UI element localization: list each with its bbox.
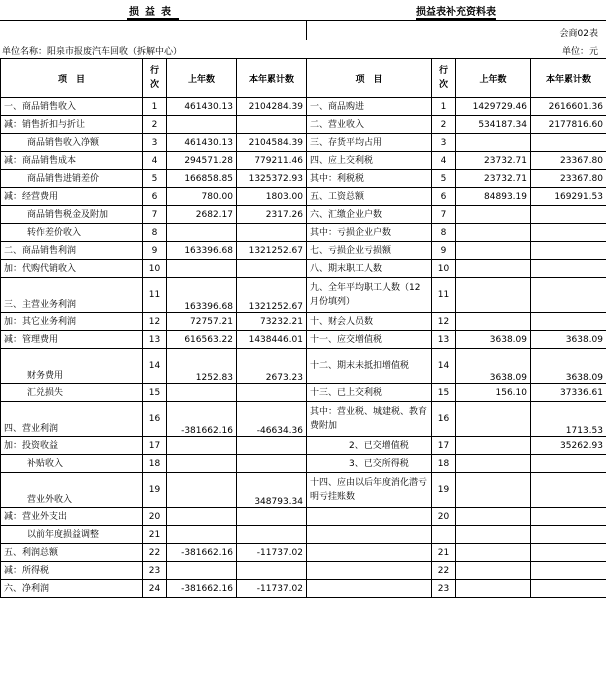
right-item-label: 四、应上交利税: [307, 152, 432, 170]
right-cumulative-value: [531, 278, 606, 313]
right-item-label: [307, 562, 432, 580]
right-item-label: 十四、应由以后年度消化潜亏明亏挂账数: [307, 473, 432, 508]
left-item-label: 一、商品销售收入: [1, 98, 143, 116]
left-cumulative-value: 2317.26: [237, 206, 307, 224]
left-line-number: 23: [143, 562, 167, 580]
left-line-number: 15: [143, 384, 167, 402]
right-prev-year-value: [456, 260, 531, 278]
table-row: [1, 116, 606, 134]
col-header-item: 项 目: [1, 59, 143, 98]
right-prev-year-value: [456, 455, 531, 473]
right-line-number: 23: [432, 580, 456, 598]
left-line-number: 12: [143, 313, 167, 331]
right-prev-year-value: 23732.71: [456, 170, 531, 188]
right-item-label: 六、汇缴企业户数: [307, 206, 432, 224]
right-line-number: 21: [432, 544, 456, 562]
table-row: [1, 526, 606, 544]
right-cumulative-value: [531, 260, 606, 278]
unit-name: 单位名称：阳泉市报废汽车回收（拆解中心）: [2, 47, 183, 57]
right-line-number: 6: [432, 188, 456, 206]
table-row: [1, 331, 606, 349]
right-prev-year-value: [456, 278, 531, 313]
left-line-number: 9: [143, 242, 167, 260]
income-statement-table: [0, 58, 606, 598]
right-cumulative-value: 2616601.36: [531, 98, 606, 116]
right-prev-year-value: 1429729.46: [456, 98, 531, 116]
right-prev-year-value: 534187.34: [456, 116, 531, 134]
right-line-number: [432, 526, 456, 544]
table-row: [1, 455, 606, 473]
left-line-number: 13: [143, 331, 167, 349]
right-prev-year-value: [456, 134, 531, 152]
left-cumulative-value: 1321252.67: [237, 278, 307, 313]
right-prev-year-value: [456, 206, 531, 224]
right-line-number: 15: [432, 384, 456, 402]
right-item-label: 其中：亏损企业户数: [307, 224, 432, 242]
right-line-number: 8: [432, 224, 456, 242]
right-cumulative-value: [531, 526, 606, 544]
table-row: [1, 242, 606, 260]
right-cumulative-value: [531, 224, 606, 242]
left-prev-year-value: -381662.16: [167, 580, 237, 598]
left-prev-year-value: [167, 473, 237, 508]
right-item-label: 十一、应交增值税: [307, 331, 432, 349]
right-item-label: 一、商品购进: [307, 98, 432, 116]
col-header-cum-right: 本年累计数: [531, 59, 606, 98]
right-prev-year-value: 84893.19: [456, 188, 531, 206]
left-prev-year-value: 72757.21: [167, 313, 237, 331]
left-cumulative-value: 2104284.39: [237, 98, 307, 116]
left-cumulative-value: [237, 508, 307, 526]
right-item-label: [307, 526, 432, 544]
right-item-label: 九、全年平均职工人数（12月份填列）: [307, 278, 432, 313]
right-cumulative-value: [531, 508, 606, 526]
left-line-number: 8: [143, 224, 167, 242]
left-line-number: 14: [143, 349, 167, 384]
right-line-number: 13: [432, 331, 456, 349]
right-line-number: 20: [432, 508, 456, 526]
col-header-item-right: 项 目: [307, 59, 432, 98]
left-prev-year-value: 163396.68: [167, 242, 237, 260]
left-item-label: 补贴收入: [1, 455, 143, 473]
right-cumulative-value: 37336.61: [531, 384, 606, 402]
right-prev-year-value: [456, 526, 531, 544]
left-cumulative-value: 2104584.39: [237, 134, 307, 152]
left-line-number: 16: [143, 402, 167, 437]
left-cumulative-value: [237, 437, 307, 455]
right-cumulative-value: 23367.80: [531, 152, 606, 170]
right-item-label: [307, 508, 432, 526]
left-prev-year-value: -381662.16: [167, 544, 237, 562]
left-item-label: 加：代购代销收入: [1, 260, 143, 278]
left-item-label: 六、净利润: [1, 580, 143, 598]
table-row: [1, 508, 606, 526]
right-line-number: 3: [432, 134, 456, 152]
left-cumulative-value: 779211.46: [237, 152, 307, 170]
right-cumulative-value: [531, 313, 606, 331]
right-cumulative-value: [531, 242, 606, 260]
right-item-label: 十二、期末未抵扣增值税: [307, 349, 432, 384]
right-item-label: 其中：利税税: [307, 170, 432, 188]
right-line-number: 18: [432, 455, 456, 473]
table-row: [1, 98, 606, 116]
table-row: [1, 134, 606, 152]
right-prev-year-value: [456, 580, 531, 598]
supplementary-title: 损益表补充资料表: [416, 7, 496, 18]
title-separator: [306, 20, 307, 40]
table-row: [1, 580, 606, 598]
right-line-number: 4: [432, 152, 456, 170]
table-row: [1, 278, 606, 313]
right-prev-year-value: 3638.09: [456, 331, 531, 349]
left-item-label: 以前年度损益调整: [1, 526, 143, 544]
left-cumulative-value: -46634.36: [237, 402, 307, 437]
col-header-cum: 本年累计数: [237, 59, 307, 98]
left-line-number: 19: [143, 473, 167, 508]
left-prev-year-value: 616563.22: [167, 331, 237, 349]
table-row: [1, 260, 606, 278]
right-prev-year-value: [456, 437, 531, 455]
col-header-seq-right: 行次: [432, 59, 456, 98]
left-line-number: 22: [143, 544, 167, 562]
right-line-number: 17: [432, 437, 456, 455]
right-cumulative-value: 3638.09: [531, 331, 606, 349]
right-prev-year-value: [456, 544, 531, 562]
left-item-label: 减：管理费用: [1, 331, 143, 349]
left-cumulative-value: [237, 384, 307, 402]
left-cumulative-value: 73232.21: [237, 313, 307, 331]
table-row: [1, 384, 606, 402]
table-row: [1, 473, 606, 508]
left-line-number: 3: [143, 134, 167, 152]
left-cumulative-value: [237, 260, 307, 278]
table-row: [1, 349, 606, 384]
right-line-number: 1: [432, 98, 456, 116]
right-prev-year-value: [456, 224, 531, 242]
right-line-number: 19: [432, 473, 456, 508]
left-item-label: 减：商品销售成本: [1, 152, 143, 170]
right-item-label: [307, 544, 432, 562]
left-prev-year-value: [167, 562, 237, 580]
left-cumulative-value: 348793.34: [237, 473, 307, 508]
report-titles: [0, 0, 606, 20]
left-prev-year-value: [167, 116, 237, 134]
left-prev-year-value: [167, 437, 237, 455]
right-cumulative-value: 23367.80: [531, 170, 606, 188]
left-cumulative-value: [237, 526, 307, 544]
right-cumulative-value: 169291.53: [531, 188, 606, 206]
left-line-number: 18: [143, 455, 167, 473]
left-item-label: 四、营业利润: [1, 402, 143, 437]
right-prev-year-value: [456, 508, 531, 526]
left-line-number: 1: [143, 98, 167, 116]
right-item-label: 五、工资总额: [307, 188, 432, 206]
right-cumulative-value: 1713.53: [531, 402, 606, 437]
left-line-number: 6: [143, 188, 167, 206]
left-prev-year-value: [167, 224, 237, 242]
right-item-label: 七、亏损企业亏损额: [307, 242, 432, 260]
right-cumulative-value: [531, 580, 606, 598]
left-cumulative-value: [237, 562, 307, 580]
left-prev-year-value: 166858.85: [167, 170, 237, 188]
left-cumulative-value: [237, 116, 307, 134]
right-line-number: 11: [432, 278, 456, 313]
left-prev-year-value: [167, 526, 237, 544]
right-line-number: 16: [432, 402, 456, 437]
right-item-label: 三、存货平均占用: [307, 134, 432, 152]
right-item-label: 八、期末职工人数: [307, 260, 432, 278]
right-cumulative-value: [531, 206, 606, 224]
left-line-number: 24: [143, 580, 167, 598]
table-row: [1, 437, 606, 455]
right-line-number: 22: [432, 562, 456, 580]
right-item-label: 十三、已上交利税: [307, 384, 432, 402]
left-line-number: 5: [143, 170, 167, 188]
left-cumulative-value: 1803.00: [237, 188, 307, 206]
table-row: [1, 206, 606, 224]
left-prev-year-value: 163396.68: [167, 278, 237, 313]
left-item-label: 减：销售折扣与折让: [1, 116, 143, 134]
currency-unit: 单位：元: [561, 47, 598, 57]
col-header-seq: 行次: [143, 59, 167, 98]
left-prev-year-value: [167, 260, 237, 278]
right-cumulative-value: 2177816.60: [531, 116, 606, 134]
left-item-label: 商品销售税金及附加: [1, 206, 143, 224]
left-item-label: 商品销售收入净额: [1, 134, 143, 152]
left-line-number: 20: [143, 508, 167, 526]
right-line-number: 7: [432, 206, 456, 224]
left-cumulative-value: 1321252.67: [237, 242, 307, 260]
right-cumulative-value: [531, 455, 606, 473]
right-line-number: 12: [432, 313, 456, 331]
left-item-label: 加：其它业务利润: [1, 313, 143, 331]
right-prev-year-value: 3638.09: [456, 349, 531, 384]
right-item-label: 二、营业收入: [307, 116, 432, 134]
right-prev-year-value: [456, 242, 531, 260]
unit-row: [0, 42, 606, 58]
income-statement-title: 损益表: [129, 7, 177, 18]
left-item-label: 汇兑损失: [1, 384, 143, 402]
table-row: [1, 402, 606, 437]
left-item-label: 营业外收入: [1, 473, 143, 508]
right-line-number: 10: [432, 260, 456, 278]
right-line-number: 5: [432, 170, 456, 188]
left-cumulative-value: [237, 224, 307, 242]
left-line-number: 4: [143, 152, 167, 170]
left-item-label: 减：经营费用: [1, 188, 143, 206]
left-cumulative-value: 1325372.93: [237, 170, 307, 188]
left-cumulative-value: 2673.23: [237, 349, 307, 384]
table-row: [1, 313, 606, 331]
right-item-label: 十、财会人员数: [307, 313, 432, 331]
left-prev-year-value: [167, 508, 237, 526]
table-row: [1, 152, 606, 170]
col-header-prev-right: 上年数: [456, 59, 531, 98]
right-prev-year-value: [456, 473, 531, 508]
right-item-label: [307, 580, 432, 598]
col-header-prev: 上年数: [167, 59, 237, 98]
table-row: [1, 224, 606, 242]
table-row: [1, 170, 606, 188]
right-cumulative-value: 35262.93: [531, 437, 606, 455]
right-prev-year-value: [456, 402, 531, 437]
right-item-label: 2、已交增值税: [307, 437, 432, 455]
left-prev-year-value: [167, 455, 237, 473]
left-item-label: 减：所得税: [1, 562, 143, 580]
right-cumulative-value: [531, 134, 606, 152]
left-prev-year-value: [167, 384, 237, 402]
left-prev-year-value: -381662.16: [167, 402, 237, 437]
table-row: [1, 544, 606, 562]
table-row: [1, 562, 606, 580]
left-prev-year-value: 461430.13: [167, 98, 237, 116]
left-cumulative-value: -11737.02: [237, 580, 307, 598]
right-cumulative-value: [531, 562, 606, 580]
left-line-number: 10: [143, 260, 167, 278]
right-cumulative-value: [531, 544, 606, 562]
left-prev-year-value: 294571.28: [167, 152, 237, 170]
right-line-number: 2: [432, 116, 456, 134]
right-line-number: 9: [432, 242, 456, 260]
right-item-label: 3、已交所得税: [307, 455, 432, 473]
left-cumulative-value: 1438446.01: [237, 331, 307, 349]
title-divider: [0, 20, 606, 21]
right-item-label: 其中：营业税、城建税、教育费附加: [307, 402, 432, 437]
right-prev-year-value: 23732.71: [456, 152, 531, 170]
table-row: [1, 188, 606, 206]
right-prev-year-value: 156.10: [456, 384, 531, 402]
left-line-number: 11: [143, 278, 167, 313]
left-item-label: 三、主营业务利润: [1, 278, 143, 313]
left-cumulative-value: [237, 455, 307, 473]
form-code: 会商02表: [559, 29, 598, 39]
right-cumulative-value: [531, 473, 606, 508]
right-prev-year-value: [456, 562, 531, 580]
left-item-label: 加：投资收益: [1, 437, 143, 455]
left-item-label: 转作差价收入: [1, 224, 143, 242]
left-item-label: 减：营业外支出: [1, 508, 143, 526]
right-line-number: 14: [432, 349, 456, 384]
left-prev-year-value: 2682.17: [167, 206, 237, 224]
left-line-number: 17: [143, 437, 167, 455]
left-item-label: 五、利润总额: [1, 544, 143, 562]
left-prev-year-value: 780.00: [167, 188, 237, 206]
left-item-label: 财务费用: [1, 349, 143, 384]
left-line-number: 7: [143, 206, 167, 224]
left-item-label: 商品销售进销差价: [1, 170, 143, 188]
left-line-number: 21: [143, 526, 167, 544]
left-line-number: 2: [143, 116, 167, 134]
right-cumulative-value: 3638.09: [531, 349, 606, 384]
table-header-row: [1, 59, 606, 98]
left-prev-year-value: 1252.83: [167, 349, 237, 384]
left-prev-year-value: 461430.13: [167, 134, 237, 152]
left-cumulative-value: -11737.02: [237, 544, 307, 562]
right-prev-year-value: [456, 313, 531, 331]
left-item-label: 二、商品销售利润: [1, 242, 143, 260]
